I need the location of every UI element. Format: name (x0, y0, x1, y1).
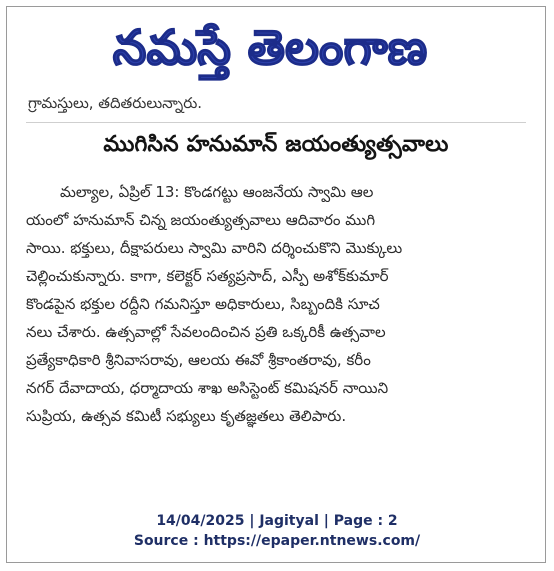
body-line: మల్యాల, ఏప్రిల్ 13: కొండగట్టు ఆంజనేయ స్వామి ఆల (60, 183, 374, 201)
article-clipping (26, 92, 526, 432)
masthead-title: నమస్తే తెలంగాణ (112, 20, 428, 76)
body-line: కొండపైన భక్తుల రద్దీని గమనిస్తూ అధికారులు, సిబ్బందికి సూచ (26, 295, 380, 313)
body-line: సుప్రియ, ఉత్సవ కమిటీ సభ్యులు కృతజ్ఞతలు తెలిపారు. (26, 407, 347, 425)
body-line: ప్రత్యేకాధికారి శ్రీనివాసరావు, ఆలయ ఈవో శ్రీకాంతరావు, కరీం (26, 351, 371, 369)
article-headline: ముగిసిన హనుమాన్ జయంత్యుత్సవాలు (103, 132, 449, 157)
source-link[interactable]: Source : https://epaper.ntnews.com/ (133, 533, 421, 549)
previous-article-fragment: గ్రామస్తులు, తదితరులున్నారు. (28, 94, 203, 112)
body-line: సాయి. భక్తులు, దీక్షాపరులు స్వామి వారిని దర్శించుకొని మొక్కులు (26, 239, 403, 257)
publication-dateline: 14/04/2025 | Jagityal | Page : 2 (156, 513, 398, 529)
body-line: చెల్లించుకున్నారు. కాగా, కలెక్టర్ సత్యప్రసాద్, ఎస్పీ అశోక్‌కుమార్ (26, 267, 389, 285)
body-line: నలు చేశారు. ఉత్సవాల్లో సేవలందించిన ప్రతి ఒక్కరికీ ఉత్సవాల (26, 323, 386, 341)
article-divider (26, 122, 526, 123)
body-line: యంలో హనుమాన్ చిన్న జయంత్యుత్సవాలు ఆదివారం ముగి (26, 211, 376, 229)
masthead-logo (60, 8, 480, 82)
newspaper-masthead (60, 8, 480, 82)
body-line: నగర్ దేవాదాయ, ధర్మాదాయ శాఖ అసిస్టెంట్ కమిషనర్ నాయిని (26, 379, 389, 397)
article-body (26, 178, 524, 430)
